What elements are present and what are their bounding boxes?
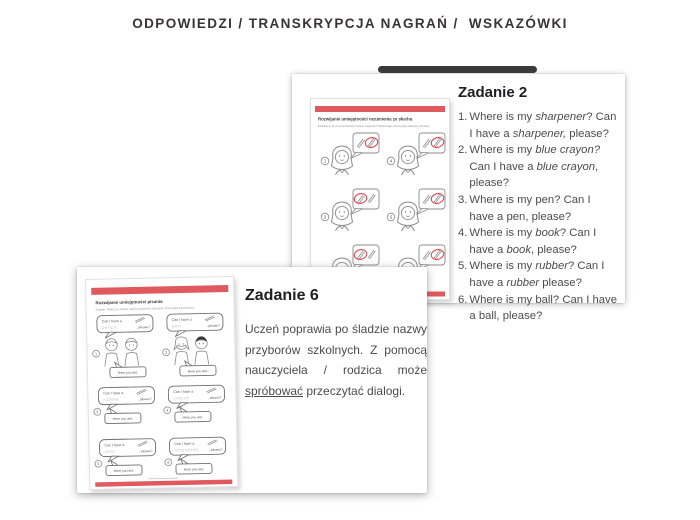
worksheet-red-bar-top	[91, 285, 228, 295]
dialog-item	[164, 437, 226, 474]
answer-list-item: 5. Where is my rubber? Can I have a rubber please?	[458, 260, 605, 289]
worksheet-listening-subtitle: Zadanie 2: O co prosi dziewczynka w nagraniu? Wysłuchaj i otocz pętlą właściwy obrazek.	[318, 124, 430, 128]
worksheet-red-bar-bottom	[95, 479, 232, 486]
worksheet-writing-items	[92, 313, 226, 476]
question-bubble	[99, 439, 155, 457]
item-number: 4	[166, 408, 169, 413]
answer-text: Here you are.	[187, 369, 209, 374]
question-bubble	[98, 387, 154, 405]
listening-item	[387, 189, 445, 231]
worksheet-listening-title: Rozwijanie umiejętności rozumienia ze słuchu	[318, 116, 413, 122]
question-bubble	[168, 385, 224, 403]
listening-item	[321, 189, 379, 231]
question-suffix: , please?	[206, 323, 221, 328]
child-face-drawing	[398, 202, 419, 231]
question-bubble	[167, 313, 223, 331]
answer-text: Here you are.	[113, 468, 135, 474]
worksheet-listening-items	[321, 133, 445, 287]
speech-bubble	[419, 245, 445, 265]
answer-list-item: 6. Where is my ball? Can I have a ball, please?	[458, 293, 617, 323]
traced-word: rubber	[103, 396, 120, 403]
answer-text: Here you are.	[112, 416, 134, 422]
speech-bubble-tail	[417, 209, 430, 215]
child-drawing	[124, 338, 139, 366]
speech-bubble	[419, 133, 445, 153]
listening-item	[387, 133, 445, 175]
question-suffix: , please?	[209, 447, 223, 452]
dialog-item	[92, 315, 154, 378]
listening-item	[321, 133, 379, 175]
dialog-item	[94, 439, 156, 476]
dialog-item	[162, 313, 224, 376]
answer-text: Here you are.	[182, 415, 204, 420]
worksheet-writing-subtitle: Zadanie: Wpisz po śladzie nazwy przyborów szkolnych. Przeczytaj lub powiedz.	[95, 305, 195, 312]
answer-list-item: 1. Where is my sharpener? Can I have a sharpener, please?	[458, 111, 617, 140]
worksheet-writing-graphic	[86, 277, 237, 489]
card-zadanie-6	[77, 267, 427, 493]
child-face-drawing	[332, 202, 353, 231]
item-number: 6	[167, 460, 170, 465]
question-suffix: , please?	[139, 449, 153, 454]
item-number: 2	[164, 350, 168, 355]
question-prefix: Can I have a	[173, 389, 194, 394]
answer-list-item: 4. Where is my book? Can I have a book, please?	[458, 227, 597, 256]
worksheet-thumbnail-writing	[85, 276, 238, 490]
item-number: 5	[389, 214, 393, 220]
zadanie-6-heading: Zadanie 6	[245, 287, 319, 304]
zadanie-2-body	[458, 84, 618, 325]
answer-text: Here you are.	[117, 370, 139, 375]
answer-list-item: 3. Where is my pen? Can I have a pen, please?	[458, 193, 591, 223]
child-drawing	[104, 339, 119, 367]
dialog-item	[93, 387, 155, 424]
question-suffix: , please?	[138, 397, 152, 402]
speech-bubble	[353, 133, 379, 153]
question-prefix: Can I have a	[103, 391, 124, 396]
speech-bubble	[419, 189, 445, 209]
question-prefix: Can I have a	[104, 443, 125, 448]
traced-word: crayon	[173, 395, 190, 401]
question-bubble	[97, 315, 153, 333]
child-drawing	[174, 337, 189, 365]
traced-word: pen	[171, 323, 181, 329]
question-prefix: Can I have a	[174, 441, 195, 446]
traced-word: sharpener	[174, 447, 199, 453]
dialog-item	[163, 385, 225, 422]
traced-word: pencil	[101, 324, 117, 331]
child-face-drawing	[332, 146, 353, 175]
item-number: 1	[94, 352, 98, 357]
child-face-drawing	[398, 146, 419, 175]
item-number: 1	[323, 158, 327, 164]
item-number: 5	[97, 462, 100, 467]
speech-bubble-tail	[417, 153, 430, 159]
question-prefix: Can I have a	[171, 317, 192, 322]
worksheet-footer-line	[148, 478, 178, 480]
item-number: 2	[323, 214, 327, 220]
item-number: 3	[96, 410, 99, 415]
page-title: ODPOWIEDZI / TRANSKRYPCJA NAGRAŃ / WSKAZÓWKI	[132, 16, 568, 31]
item-number: 4	[389, 158, 393, 164]
question-suffix: , please?	[208, 395, 222, 400]
dark-accent-bar	[378, 66, 537, 73]
zadanie-6-body	[245, 287, 427, 401]
speech-bubble-tail	[351, 209, 364, 215]
question-prefix: Can I have a	[101, 319, 122, 324]
answer-list-item: 2. Where is my blue crayon? Can I have a blue crayon, please?	[458, 144, 601, 190]
speech-bubble-tail	[351, 153, 364, 159]
zadanie2-list	[458, 109, 618, 325]
worksheet-writing-title: Rozwijanie umiejętności pisania	[95, 298, 163, 306]
zadanie6-paragraph: Uczeń poprawia po śladzie nazwy przyborów szkolnych. Z pomocą nauczyciela / rodzica może spróbować przeczytać dialogi.	[245, 322, 427, 398]
traced-word: ruler	[104, 448, 116, 455]
question-suffix: , please?	[136, 325, 151, 330]
zadanie-2-heading: Zadanie 2	[458, 84, 528, 101]
answer-text: Here you are.	[183, 467, 205, 472]
worksheet-red-bar-top	[315, 106, 445, 112]
